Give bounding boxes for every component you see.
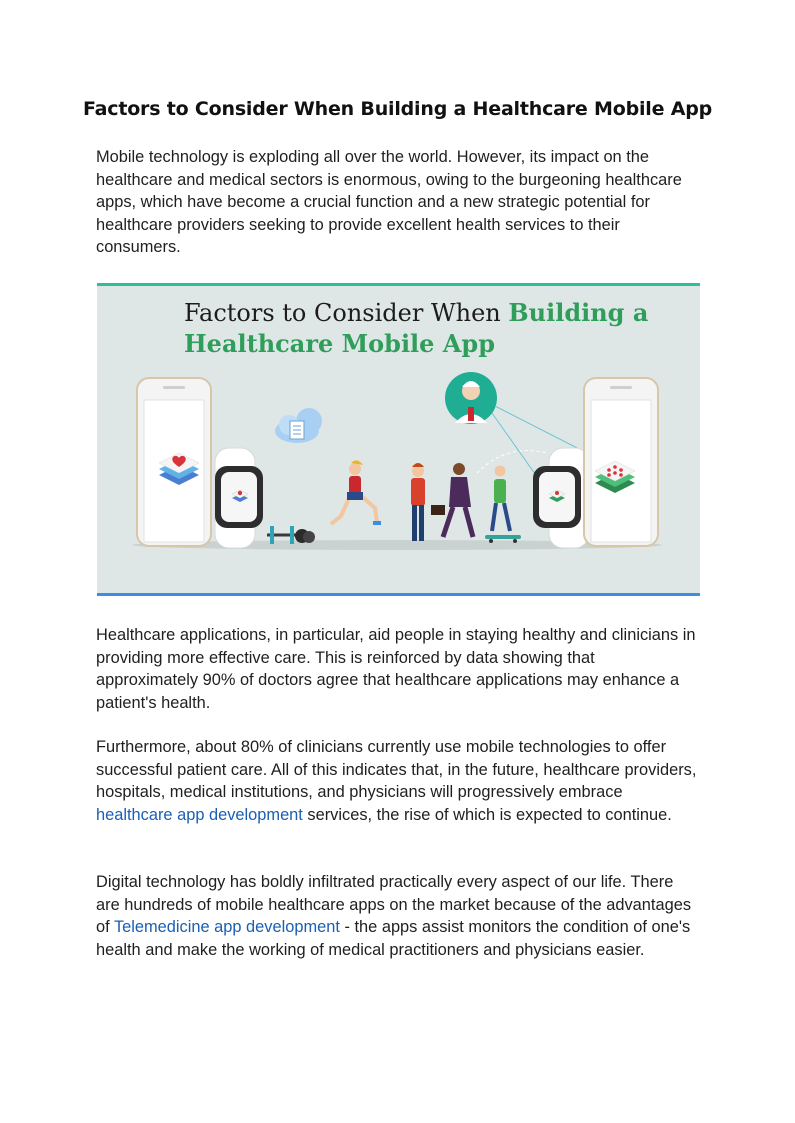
banner-title-part1: Factors to Consider When xyxy=(184,299,509,327)
banner-title-line1 xyxy=(184,298,648,327)
telemedicine-app-development-link[interactable]: Telemedicine app development xyxy=(113,918,340,936)
paragraph-4-text-after: - the apps assist monitors the condition of one's health and make the working of medical practitioners and physicians easier. xyxy=(96,918,691,959)
banner-illustration xyxy=(97,283,700,596)
banner-title-line2: Healthcare Mobile App xyxy=(184,329,495,358)
paragraph-3 xyxy=(96,736,700,826)
paragraph-4 xyxy=(96,871,700,961)
paragraph-3-text-after: services, the rise of which is expected to continue. xyxy=(302,805,672,824)
paragraph-3-text-before: Furthermore, about 80% of clinicians currently use mobile technologies to offer successful patient care. All of this indicates that, in the future, healthcare providers, hospitals, medical institutions, and physicians will progressively embrace xyxy=(96,738,697,801)
paragraph-4-text-before: Digital technology has boldly infiltrated practically every aspect of our life. There are hundreds of mobile healthcare apps on the market because of the advantages of xyxy=(96,873,692,936)
intro-paragraph: Mobile technology is exploding all over the world. However, its impact on the healthcare and medical sectors is enormous, owing to the burgeoning healthcare apps, which have become a crucial function and a new strategic potential for healthcare providers seeking to provide excellent health services to their consumers. xyxy=(96,148,682,256)
right-phone-icon xyxy=(584,378,658,546)
document-title: Factors to Consider When Building a Healthcare Mobile App xyxy=(82,98,713,120)
healthcare-app-development-link[interactable]: healthcare app development xyxy=(96,805,303,824)
paragraph-2: Healthcare applications, in particular, aid people in staying healthy and clinicians in providing more effective care. This is reinforced by data showing that approximately 90% of doctors agree that healthcare applications may enhance a patient's health. xyxy=(96,626,696,712)
banner-title-part2: Building a xyxy=(508,298,649,327)
